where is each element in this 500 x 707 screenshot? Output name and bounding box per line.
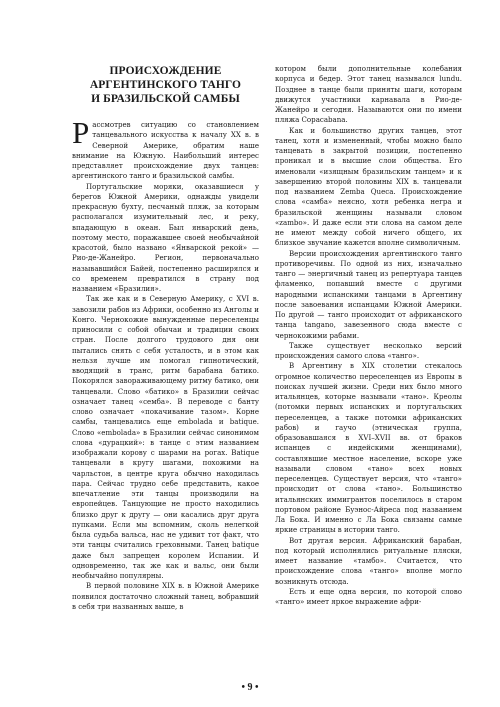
right-column [275,64,462,674]
title-line-3: И БРАЗИЛЬСКОЙ САМБЫ [91,93,240,105]
title-line-2: АРГЕНТИНСКОГО ТАНГО [89,79,242,91]
title-line-1: ПРОИСХОЖДЕНИЕ [109,65,222,77]
paragraph: Версии происхождения аргентинского танго противоречивы. По одной из них, изначально танго — энергичный танец из репертуара танцев фламенко, попавший вместе с другими народными испанскими танцами в Аргентину после завоевания испанцами Южной Америки. По другой — танго происходит от африканского танца tangano, завезенного сюда вместе с чернокожими рабами. [275,248,462,340]
paragraph: котором были дополнительные колебания корпуса и бедер. Этот танец назывался lundu. Позднее в танце были приняты шаги, которым движутся участники карнавала в Рио-де-Жанейро и сегодня. Называются они по имени пляжа Copacabana. [275,64,462,125]
drop-cap: Р [72,115,90,150]
left-column [72,64,259,674]
paragraph: Как и большинство других танцев, этот танец, хотя и измененный, чтобы можно было танцевать в закрытой позиции, постепенно проникал и в высшие слои общества. Его именовали «изящным бразильским танцем» и к завершению второй половины XIX в. танцевали под названием Zemba Queca. Происхождение слова «самба» неясно, хотя ребенка негра и бразильской женщины называли словом «zambo». И даже если эти слова на самом деле не имеют между собой ничего общего, их близкое звучание кажется вполне символичным. [275,125,462,248]
chapter-title [72,64,259,106]
intro-block [72,115,259,182]
paragraph: Вот другая версия. Африканский барабан, под который исполнялись ритуальные пляски, имеет название «тамбо». Считается, что происхождение слова «танго» вполне могло возникнуть отсюда. [275,535,462,586]
paragraph: В первой половине XIX в. в Южной Америке появился достаточно сложный танец, вобравший в себя три названных выше, в [72,581,259,611]
paragraph: Так же как и в Северную Америку, с XVI в. завозили рабов из Африки, особенно из Анголы и Конго. Чернокожие вынужденные переселенцы приносили с собой обычаи и традиции своих стран. После долгого трудового дня они пытались снять с себя усталость, и в этом как нельзя лучше им помогал гипнотический, вводящий в транс, ритм барабана батико. Покорялся завораживающему ритму батико, они танцевали. Слово «батико» в Бразилии сейчас означает танец «семба». В переводе с банту слово означает «покачивание тазом». Корне самбы, танцевались еще embolada и batique. Слово «embolada» в Бразилии сейчас синонимом слова «дурацкий»: в танце с этим названием изображали корову с шарами на рогах. Batique танцевали в кругу шагами, похожими на чарльстон, в центре круга обычно находилась пара. Сейчас трудно себе представить, какое впечатление эти танцы производили на европейцев. Танцующие не просто находились близко друг к другу — они касались друг друга пупками. Если мы вспомним, сколь нелегкой была судьба вальса, нас не удивит тот факт, что эти танцы считались греховными. Танец batique даже был запрещен королем Испании. И одновременно, так же как и вальс, они были необычайно популярны. [72,294,259,580]
paragraph: Есть и еще одна версия, по которой слово «танго» имеет яркое выражение афри- [275,586,462,606]
text-columns [72,64,464,674]
paragraph: Португальские моряки, оказавшиеся у берегов Южной Америки, однажды увидели прекрасную бухту, песчаный пляж, за которым располагался изумительный лес, и реку, впадающую в океан. Был январский день, поэтому место, поражавшее своей необычайной красотой, было названо «Январской рекой» — Рио-де-Жанейро. Регион, первоначально называвшийся Байей, постепенно расширялся и со временем превратился в страну под названием «Бразилия». [72,181,259,293]
page-number: • 9 • [241,682,259,693]
paragraph: ассмотрев ситуацию со становлением танцевального искусства к началу XX в. в Северной Америке, обратим наше внимание на Южную. Наибольший интерес представляет происхождение двух танцев: аргентинского танго и бразильской самбы. [72,120,259,181]
paragraph: Также существует несколько версий происхождения самого слова «танго». [275,340,462,360]
paragraph: В Аргентину в XIX столетии стекалось огромное количество переселенцев из Европы в поисках лучшей жизни. Среди них было много итальянцев, которые называли «тано». Креолы (потомки первых испанских и португальских переселенцев, а также потомки африканских рабов) и гаучо (этническая группа, образовавшаяся в XVI–XVII вв. от браков испанцев с индейскими женщинами), составлявшие местное население, вскоре уже называли словом «тано» всех новых переселенцев. Существует версия, что «танго» происходит от слова «тано». Большинство итальянских иммигрантов поселилось в старом портовом районе Буэнос-Айреса под названием Ла Бока. И именно с Ла Бока связаны самые яркие страницы в истории танго. [275,361,462,535]
